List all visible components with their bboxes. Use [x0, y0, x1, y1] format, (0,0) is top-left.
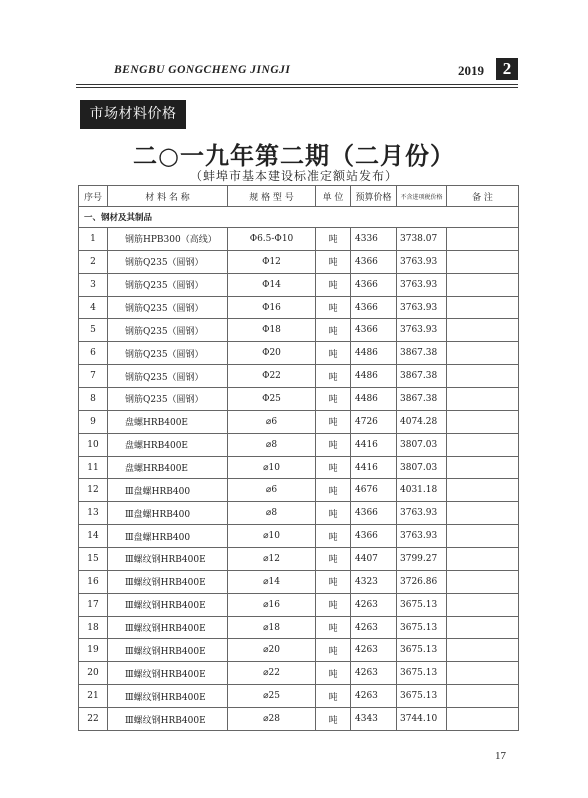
row-number-cell: 5: [79, 319, 108, 342]
unit-cell: 吨: [316, 388, 351, 411]
budget-price-cell: 4343: [351, 708, 397, 731]
table-row: [79, 616, 519, 639]
category-row: [79, 207, 519, 228]
material-name-cell: 钢筋Q235（圆钢）: [108, 388, 228, 411]
remark-cell: [447, 365, 519, 388]
row-number-cell: 6: [79, 342, 108, 365]
remark-cell: [447, 662, 519, 685]
taxfree-price-cell: 3763.93: [397, 250, 447, 273]
header-rule: [76, 84, 518, 85]
budget-price-cell: 4676: [351, 479, 397, 502]
unit-cell: 吨: [316, 616, 351, 639]
table-row: [79, 319, 519, 342]
remark-cell: [447, 593, 519, 616]
taxfree-price-cell: 3763.93: [397, 296, 447, 319]
remark-cell: [447, 410, 519, 433]
remark-cell: [447, 708, 519, 731]
spec-cell: Φ25: [228, 388, 316, 411]
row-number-cell: 1: [79, 228, 108, 251]
budget-price-cell: 4263: [351, 616, 397, 639]
unit-cell: 吨: [316, 570, 351, 593]
budget-price-cell: 4366: [351, 250, 397, 273]
unit-cell: 吨: [316, 228, 351, 251]
material-name-cell: 钢筋Q235（圆钢）: [108, 365, 228, 388]
taxfree-price-cell: 3763.93: [397, 273, 447, 296]
spec-cell: ⌀6: [228, 410, 316, 433]
header-taxfree: 不含进项税价格: [397, 186, 447, 207]
spec-cell: ⌀14: [228, 570, 316, 593]
table-row: [79, 296, 519, 319]
unit-cell: 吨: [316, 365, 351, 388]
spec-cell: ⌀18: [228, 616, 316, 639]
spec-cell: Φ22: [228, 365, 316, 388]
remark-cell: [447, 319, 519, 342]
spec-cell: ⌀10: [228, 525, 316, 548]
remark-cell: [447, 228, 519, 251]
table-row: [79, 593, 519, 616]
taxfree-price-cell: 3867.38: [397, 365, 447, 388]
taxfree-price-cell: 3675.13: [397, 639, 447, 662]
spec-cell: Φ20: [228, 342, 316, 365]
remark-cell: [447, 250, 519, 273]
remark-cell: [447, 570, 519, 593]
taxfree-price-cell: 3675.13: [397, 685, 447, 708]
spec-cell: ⌀10: [228, 456, 316, 479]
budget-price-cell: 4263: [351, 662, 397, 685]
budget-price-cell: 4366: [351, 273, 397, 296]
row-number-cell: 12: [79, 479, 108, 502]
taxfree-price-cell: 4031.18: [397, 479, 447, 502]
taxfree-price-cell: 3744.10: [397, 708, 447, 731]
table-row: [79, 456, 519, 479]
table-row: [79, 342, 519, 365]
header-name: 材 料 名 称: [108, 186, 228, 207]
taxfree-price-cell: 3675.13: [397, 662, 447, 685]
material-name-cell: Ⅲ螺纹钢HRB400E: [108, 662, 228, 685]
row-number-cell: 8: [79, 388, 108, 411]
material-name-cell: Ⅲ螺纹钢HRB400E: [108, 616, 228, 639]
unit-cell: 吨: [316, 410, 351, 433]
page-title: 二○一九年第二期（二月份）: [133, 141, 455, 170]
table-row: [79, 479, 519, 502]
material-name-cell: 盘螺HRB400E: [108, 410, 228, 433]
budget-price-cell: 4366: [351, 319, 397, 342]
row-number-cell: 11: [79, 456, 108, 479]
row-number-cell: 17: [79, 593, 108, 616]
spec-cell: Φ6.5-Φ10: [228, 228, 316, 251]
table-header-row: [79, 186, 519, 207]
unit-cell: 吨: [316, 479, 351, 502]
header-remark: 备 注: [447, 186, 519, 207]
page-number: 17: [495, 750, 506, 762]
material-name-cell: 盘螺HRB400E: [108, 456, 228, 479]
budget-price-cell: 4366: [351, 525, 397, 548]
budget-price-cell: 4416: [351, 456, 397, 479]
table-row: [79, 570, 519, 593]
material-name-cell: Ⅲ螺纹钢HRB400E: [108, 639, 228, 662]
taxfree-price-cell: 3867.38: [397, 388, 447, 411]
spec-cell: ⌀6: [228, 479, 316, 502]
table-row: [79, 662, 519, 685]
remark-cell: [447, 342, 519, 365]
unit-cell: 吨: [316, 708, 351, 731]
material-name-cell: Ⅲ盘螺HRB400: [108, 479, 228, 502]
unit-cell: 吨: [316, 319, 351, 342]
budget-price-cell: 4486: [351, 388, 397, 411]
taxfree-price-cell: 3675.13: [397, 593, 447, 616]
spec-cell: Φ12: [228, 250, 316, 273]
spec-cell: Φ18: [228, 319, 316, 342]
material-name-cell: Ⅲ螺纹钢HRB400E: [108, 548, 228, 571]
remark-cell: [447, 388, 519, 411]
remark-cell: [447, 616, 519, 639]
row-number-cell: 13: [79, 502, 108, 525]
taxfree-price-cell: 4074.28: [397, 410, 447, 433]
header-no: 序号: [79, 186, 108, 207]
remark-cell: [447, 525, 519, 548]
table-row: [79, 548, 519, 571]
table-row: [79, 685, 519, 708]
budget-price-cell: 4366: [351, 296, 397, 319]
header-rule-thin: [76, 87, 518, 88]
material-name-cell: 钢筋Q235（圆钢）: [108, 273, 228, 296]
row-number-cell: 2: [79, 250, 108, 273]
row-number-cell: 22: [79, 708, 108, 731]
budget-price-cell: 4366: [351, 502, 397, 525]
remark-cell: [447, 479, 519, 502]
material-name-cell: 钢筋Q235（圆钢）: [108, 342, 228, 365]
unit-cell: 吨: [316, 662, 351, 685]
budget-price-cell: 4486: [351, 365, 397, 388]
table-row: [79, 365, 519, 388]
remark-cell: [447, 433, 519, 456]
material-name-cell: Ⅲ螺纹钢HRB400E: [108, 708, 228, 731]
row-number-cell: 9: [79, 410, 108, 433]
spec-cell: ⌀12: [228, 548, 316, 571]
header-unit: 单 位: [316, 186, 351, 207]
budget-price-cell: 4336: [351, 228, 397, 251]
taxfree-price-cell: 3799.27: [397, 548, 447, 571]
taxfree-price-cell: 3763.93: [397, 319, 447, 342]
table-row: [79, 273, 519, 296]
unit-cell: 吨: [316, 250, 351, 273]
row-number-cell: 20: [79, 662, 108, 685]
table-row: [79, 433, 519, 456]
spec-cell: ⌀22: [228, 662, 316, 685]
spec-cell: Φ14: [228, 273, 316, 296]
budget-price-cell: 4407: [351, 548, 397, 571]
unit-cell: 吨: [316, 685, 351, 708]
row-number-cell: 21: [79, 685, 108, 708]
remark-cell: [447, 685, 519, 708]
row-number-cell: 19: [79, 639, 108, 662]
taxfree-price-cell: 3726.86: [397, 570, 447, 593]
header-price: 预算价格: [351, 186, 397, 207]
unit-cell: 吨: [316, 433, 351, 456]
issue-year: 2019: [458, 63, 484, 78]
material-name-cell: Ⅲ螺纹钢HRB400E: [108, 570, 228, 593]
spec-cell: ⌀8: [228, 502, 316, 525]
material-name-cell: 钢筋Q235（圆钢）: [108, 250, 228, 273]
category-label: 一、钢材及其制品: [79, 207, 519, 228]
unit-cell: 吨: [316, 593, 351, 616]
row-number-cell: 16: [79, 570, 108, 593]
remark-cell: [447, 296, 519, 319]
unit-cell: 吨: [316, 502, 351, 525]
row-number-cell: 18: [79, 616, 108, 639]
remark-cell: [447, 639, 519, 662]
budget-price-cell: 4486: [351, 342, 397, 365]
taxfree-price-cell: 3807.03: [397, 456, 447, 479]
spec-cell: ⌀8: [228, 433, 316, 456]
row-number-cell: 15: [79, 548, 108, 571]
spec-cell: ⌀16: [228, 593, 316, 616]
material-name-cell: Ⅲ螺纹钢HRB400E: [108, 685, 228, 708]
unit-cell: 吨: [316, 639, 351, 662]
row-number-cell: 4: [79, 296, 108, 319]
unit-cell: 吨: [316, 342, 351, 365]
row-number-cell: 3: [79, 273, 108, 296]
price-table: [78, 185, 519, 731]
taxfree-price-cell: 3807.03: [397, 433, 447, 456]
remark-cell: [447, 502, 519, 525]
material-name-cell: 钢筋HPB300（高线）: [108, 228, 228, 251]
unit-cell: 吨: [316, 296, 351, 319]
table-row: [79, 410, 519, 433]
material-name-cell: Ⅲ盘螺HRB400: [108, 502, 228, 525]
taxfree-price-cell: 3675.13: [397, 616, 447, 639]
remark-cell: [447, 273, 519, 296]
issue-number-badge: 2: [496, 58, 518, 80]
taxfree-price-cell: 3763.93: [397, 502, 447, 525]
table-row: [79, 525, 519, 548]
material-name-cell: 盘螺HRB400E: [108, 433, 228, 456]
table-row: [79, 250, 519, 273]
unit-cell: 吨: [316, 273, 351, 296]
unit-cell: 吨: [316, 456, 351, 479]
unit-cell: 吨: [316, 525, 351, 548]
journal-name: BENGBU GONGCHENG JINGJI: [114, 64, 291, 76]
remark-cell: [447, 456, 519, 479]
spec-cell: ⌀25: [228, 685, 316, 708]
spec-cell: Φ16: [228, 296, 316, 319]
budget-price-cell: 4263: [351, 593, 397, 616]
taxfree-price-cell: 3738.07: [397, 228, 447, 251]
taxfree-price-cell: 3867.38: [397, 342, 447, 365]
remark-cell: [447, 548, 519, 571]
row-number-cell: 7: [79, 365, 108, 388]
budget-price-cell: 4263: [351, 639, 397, 662]
budget-price-cell: 4416: [351, 433, 397, 456]
table-row: [79, 708, 519, 731]
row-number-cell: 10: [79, 433, 108, 456]
budget-price-cell: 4323: [351, 570, 397, 593]
table-body: [79, 207, 519, 731]
page-subtitle: （蚌埠市基本建设标准定额站发布）: [189, 169, 398, 183]
table-row: [79, 388, 519, 411]
section-tag: 市场材料价格: [80, 100, 186, 129]
table-row: [79, 228, 519, 251]
header-spec: 规 格 型 号: [228, 186, 316, 207]
unit-cell: 吨: [316, 548, 351, 571]
table-row: [79, 639, 519, 662]
spec-cell: ⌀28: [228, 708, 316, 731]
running-header: [76, 59, 518, 82]
table-row: [79, 502, 519, 525]
budget-price-cell: 4726: [351, 410, 397, 433]
material-name-cell: Ⅲ盘螺HRB400: [108, 525, 228, 548]
taxfree-price-cell: 3763.93: [397, 525, 447, 548]
row-number-cell: 14: [79, 525, 108, 548]
spec-cell: ⌀20: [228, 639, 316, 662]
material-name-cell: 钢筋Q235（圆钢）: [108, 319, 228, 342]
material-name-cell: 钢筋Q235（圆钢）: [108, 296, 228, 319]
material-name-cell: Ⅲ螺纹钢HRB400E: [108, 593, 228, 616]
budget-price-cell: 4263: [351, 685, 397, 708]
